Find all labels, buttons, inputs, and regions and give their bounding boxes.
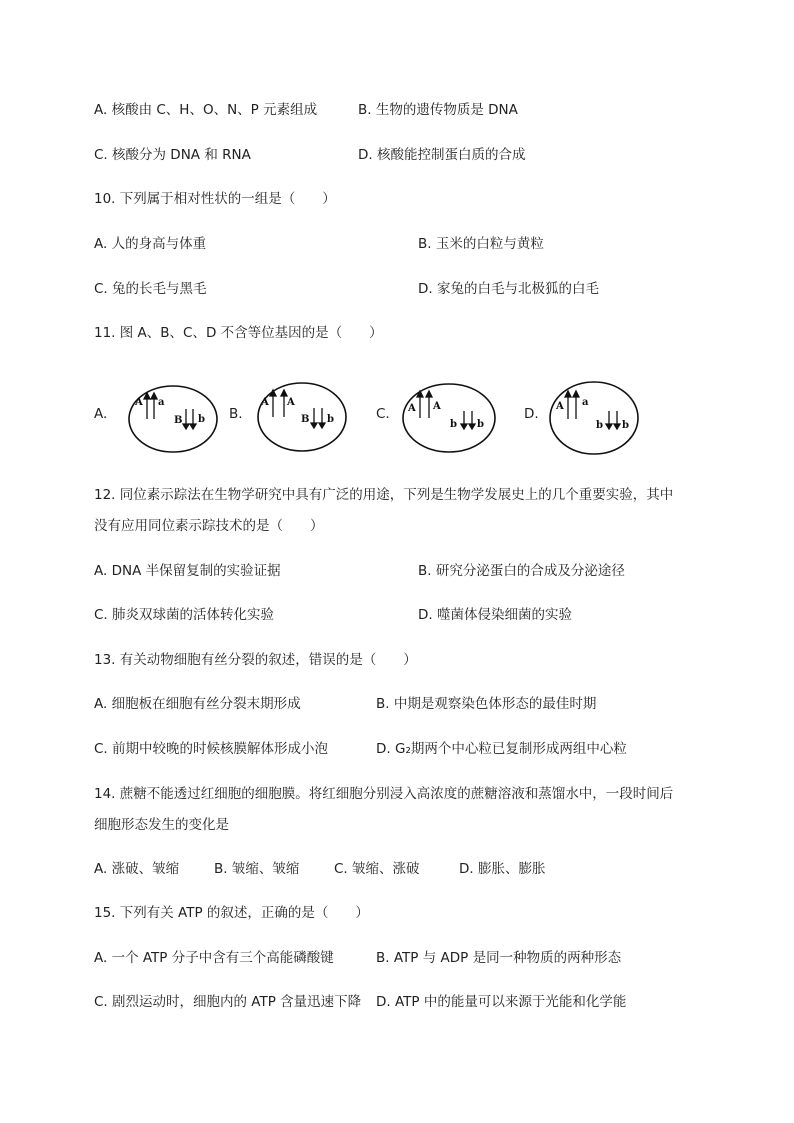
q12-option-a: A. DNA 半保留复制的实验证据 xyxy=(94,563,281,579)
q12-stem-line1: 12. 同位素示踪法在生物学研究中具有广泛的用途，下列是生物学发展史上的几个重要实验，其中 xyxy=(94,487,674,503)
gene-label: b xyxy=(477,419,484,430)
gene-label: b xyxy=(198,414,205,425)
q10-option-a: A. 人的身高与体重 xyxy=(94,236,207,252)
gene-label: B xyxy=(301,414,310,425)
q10-option-d: D. 家兔的白毛与北极狐的白毛 xyxy=(418,281,599,297)
q15-option-c: C. 剧烈运动时，细胞内的 ATP 含量迅速下降 xyxy=(94,994,362,1010)
q10-stem: 10. 下列属于相对性状的一组是（ ） xyxy=(94,191,336,207)
cell-membrane xyxy=(550,382,638,454)
gene-label: A xyxy=(433,401,441,412)
gene-label: B xyxy=(174,415,183,426)
gene-label: b xyxy=(450,419,457,430)
gene-label: b xyxy=(596,420,603,431)
q14-stem-line1: 14. 蔗糖不能透过红细胞的细胞膜。将红细胞分别浸入高浓度的蔗糖溶液和蒸馏水中，一段时间后 xyxy=(94,786,674,802)
q11-label-d: D. xyxy=(524,406,539,422)
gene-label: A xyxy=(556,401,564,412)
q10-option-c: C. 兔的长毛与黑毛 xyxy=(94,281,207,297)
q12-option-b: B. 研究分泌蛋白的合成及分泌途径 xyxy=(418,563,625,579)
gene-label: a xyxy=(582,397,589,408)
q15-option-d: D. ATP 中的能量可以来源于光能和化学能 xyxy=(376,994,627,1010)
q15-option-b: B. ATP 与 ADP 是同一种物质的两种形态 xyxy=(376,950,622,966)
gene-label: b xyxy=(622,420,629,431)
q10-option-b: B. 玉米的白粒与黄粒 xyxy=(418,236,544,252)
q14-option-b: B. 皱缩、皱缩 xyxy=(214,861,300,877)
cell-membrane xyxy=(403,384,495,452)
q14-option-d: D. 膨胀、膨胀 xyxy=(459,861,546,877)
q14-option-a: A. 涨破、皱缩 xyxy=(94,861,180,877)
q9-option-b: B. 生物的遗传物质是 DNA xyxy=(358,102,518,118)
q11-label-c: C. xyxy=(376,406,390,422)
q12-stem-line2: 没有应用同位素示踪技术的是（ ） xyxy=(94,518,324,534)
gene-label: a xyxy=(158,397,165,408)
q11-cell-c-figure xyxy=(401,381,497,455)
q13-stem: 13. 有关动物细胞有丝分裂的叙述，错误的是（ ） xyxy=(94,652,417,668)
q14-option-c: C. 皱缩、涨破 xyxy=(334,861,420,877)
q11-cell-a-figure xyxy=(127,383,219,455)
q15-option-a: A. 一个 ATP 分子中含有三个高能磷酸键 xyxy=(94,950,334,966)
q13-option-a: A. 细胞板在细胞有丝分裂末期形成 xyxy=(94,696,301,712)
q9-option-d: D. 核酸能控制蛋白质的合成 xyxy=(358,147,526,163)
q12-option-d: D. 噬菌体侵染细菌的实验 xyxy=(418,607,572,623)
gene-label: A xyxy=(135,397,143,408)
gene-label: A xyxy=(287,397,295,408)
q11-cell-d-figure xyxy=(548,379,642,457)
q9-option-a: A. 核酸由 C、H、O、N、P 元素组成 xyxy=(94,102,318,118)
gene-label: A xyxy=(408,403,416,414)
q13-option-d: D. G₂期两个中心粒已复制形成两组中心粒 xyxy=(376,741,627,757)
q12-option-c: C. 肺炎双球菌的活体转化实验 xyxy=(94,607,275,623)
q9-option-c: C. 核酸分为 DNA 和 RNA xyxy=(94,147,251,163)
q11-cell-b-figure xyxy=(256,380,348,454)
gene-label: b xyxy=(327,414,334,425)
q15-stem: 15. 下列有关 ATP 的叙述，正确的是（ ） xyxy=(94,905,369,921)
q13-option-c: C. 前期中较晚的时候核膜解体形成小泡 xyxy=(94,741,329,757)
q14-stem-line2: 细胞形态发生的变化是 xyxy=(94,817,229,833)
q13-option-b: B. 中期是观察染色体形态的最佳时期 xyxy=(376,696,597,712)
q11-label-a: A. xyxy=(94,406,108,422)
gene-label: A xyxy=(261,397,269,408)
q11-label-b: B. xyxy=(229,406,243,422)
q11-stem: 11. 图 A、B、C、D 不含等位基因的是（ ） xyxy=(94,325,383,341)
